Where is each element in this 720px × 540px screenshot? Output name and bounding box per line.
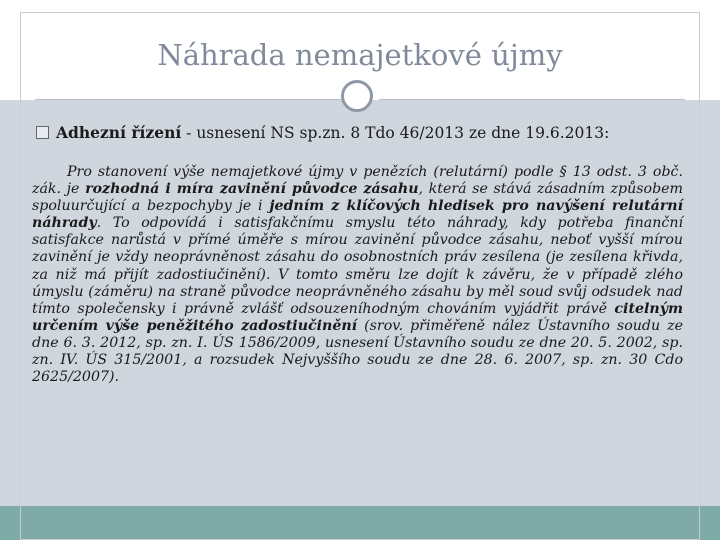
paragraph-emphasis: rozhodná i míra zavinění původce zásahu [85, 181, 419, 198]
ring-ornament-icon [341, 80, 373, 112]
paragraph-text: , která se stává zásadním způsobem spoluurčující a bezpochyby je i [32, 181, 684, 215]
paragraph-emphasis: citelným určením výše peněžitého zadostiučinění [32, 300, 683, 334]
paragraph-text: (srov. přiměřeně nález Ústavního soudu ze dne 6. 3. 2012, sp. zn. I. ÚS 1586/2009, usnesení Ústavního soudu ze dne 20. 5. 2002, sp. zn. IV. ÚS 315/2001, a rozsudek Nejvyššího soudu ze dne 28. 6. 2007, sp. zn. 30 Cdo 2625/2007). [32, 317, 683, 386]
bullet-line [36, 123, 696, 142]
title-divider-left [35, 99, 341, 100]
title-divider-right [379, 99, 685, 100]
footer-bar [0, 506, 720, 540]
slide-title: Náhrada nemajetkové újmy [157, 38, 563, 72]
body-paragraph [32, 164, 683, 386]
bullet-square-icon [36, 126, 49, 139]
paragraph-text: . To odpovídá i satisfakčnímu smyslu této náhrady, kdy potřeba finanční satisfakce narůstá v přímé úměře s mírou zavinění původce zásahu, neboť vyšší mírou zavinění je vždy neoprávněnost zásahu do osobnostních práv zesílena (je zesílena křivda, za niž má přijít zadostiučinění). V tomto směru lze dojít k závěru, že v případě zlého úmyslu (záměru) na straně původce neoprávněného zásahu by měl soud svůj odsudek nad tímto společensky i právně zvlášť odsouzeníhodným chováním vyjádřit právě [32, 215, 683, 317]
bullet-label: Adhezní řízení [56, 123, 182, 142]
paragraph-text: Pro stanovení výše nemajetkové újmy v penězích (relutární) podle § 13 odst. 3 obč. zák. je [32, 164, 683, 198]
paragraph-emphasis: jedním z klíčových hledisek pro navýšení relutární náhrady [32, 198, 683, 232]
bullet-text: - usnesení NS sp.zn. 8 Tdo 46/2013 ze dne 19.6.2013: [181, 124, 610, 142]
